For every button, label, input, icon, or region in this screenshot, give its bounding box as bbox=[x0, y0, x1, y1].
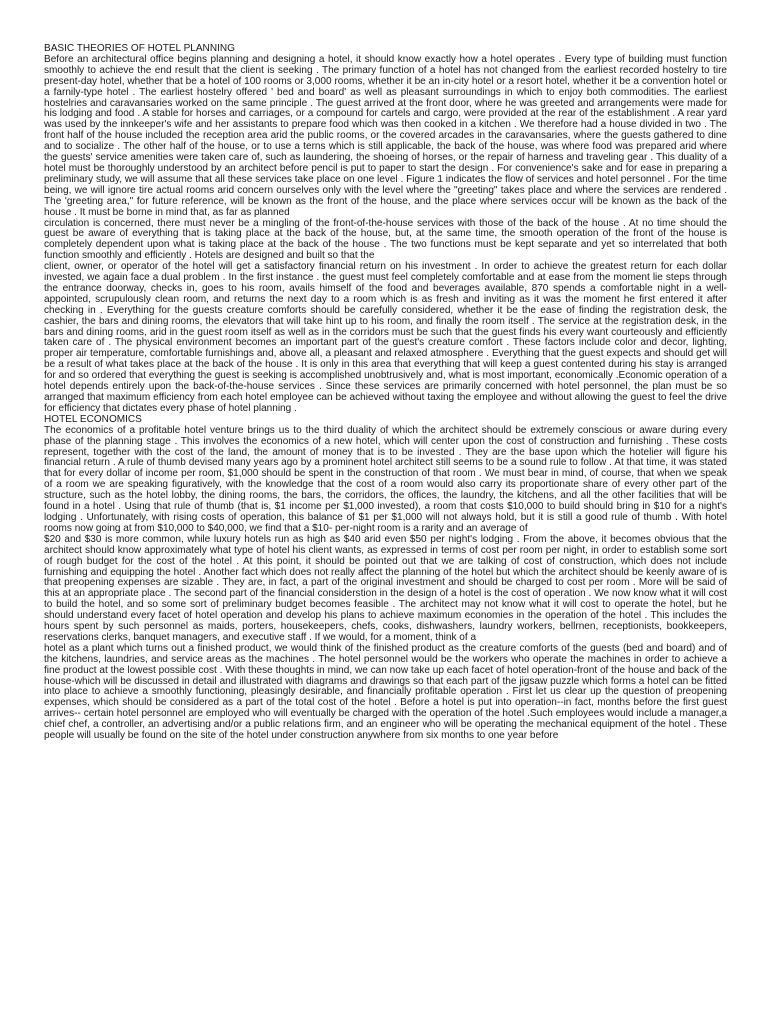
section-heading-basic-theories: BASIC THEORIES OF HOTEL PLANNING bbox=[44, 43, 235, 54]
document-body bbox=[44, 44, 727, 742]
paragraph: circulation is concerned, there must never be a mingling of the front-of-the-house services with those of the back of the house . At no time should the guest be aware of everything that is taking place at the back of the house, but, at the same time, the smooth operation of the front of the house is completely dependent upon what is taking place at the back of the house . The two functions must be kept separate and yet so interrelated that both function smoothly and efficiently . Hotels are designed and built so that the bbox=[44, 217, 727, 262]
section-heading-hotel-economics: HOTEL ECONOMICS bbox=[44, 413, 142, 425]
paragraph: hotel as a plant which turns out a finished product, we would think of the finished product as the creature comforts of the guests (bed and board) and of the kitchens, laundries, and service areas as the machines . The hotel personnel would be the workers who operate the machines in order to achieve a fine product at the lowest possible cost . With these thoughts in mind, we can now take up each facet of hotel operation-front of the house and back of the house-which will be discussed in detail and illustrated with diagrams and drawings so that each part of the jigsaw puzzle which forms a hotel can be fitted into place to achieve a smoothly functioning, pleasingly desirable, and financially profitable operation . First let us clear up the question of preopening expenses, which should be considered as a part of the total cost of the hotel . Before a hotel is put into operation--in fact, months before the first guest arrives-- certain hotel personnel are employed who will eventually be charged with the operation of the hotel .Such employees would include a manager,a chief chef, a controller, an advertising and/or a public relations firm, and an engineer who will be operating the mechanical equipment of the hotel . These people will usually be found on the site of the hotel under construction anywhere from six months to one year before bbox=[44, 642, 727, 742]
paragraph: The economics of a profitable hotel venture brings us to the third duality of which the architect should be extremely conscious or aware during every phase of the planning stage . This involves the economics of a new hotel, which will center upon the cost of construction and furnishing . These costs represent, together with the cost of the land, the amount of money that is to be invested . They are the base upon which the hotelier will figure his financial return . A rule of thumb devised many years ago by a prominent hotel architect still seems to be a sound rule to follow . At that time, it was stated that for every dollar of income per room, $1,000 should be spent in the construction of that room . We must bear in mind, of course, that when we speak of a room we are speaking figuratively, with the knowledge that the cost of a room would also carry its proportionate share of every other part of the structure, such as the hotel lobby, the dining rooms, the bars, the corridors, the offices, the laundry, the kitchens, and all the other facilities that will be found in a hotel . Using that rule of thumb (that is, $1 income per $1,000 invested), a room that costs $10,000 to build should bring in $10 for a night's lodging . Unfortunately, with rising costs of operation, this balance of $1 per $1,000 will not always hold, but it is still a good rule of thumb . With hotel rooms now going at from $10,000 to $40,000, we find that a $10- per-night room is a rarity and an average of bbox=[44, 424, 727, 534]
paragraph: Before an architectural office begins planning and designing a hotel, it should know exactly how a hotel operates . Every type of building must function smoothly to achieve the end result that the client is seeking . The primary function of a hotel has not changed from the earliest recorded hostelry to tire present-day hotel, whether that be a hotel of 100 rooms or 3,000 rooms, whether it be an in-city hotel or a resort hotel, whether it be a convention hotel or a farnily-type hotel . The earliest hostelry offered ' bed and board' as well as pleasant surroundings in which to enjoy both commodities. The earliest hostelries and caravansaries worked on the same principle . The guest arrived at the front door, where he was greeted and arrangements were made for his lodging and food . A stable for horses and carriages, or a compound for cartels and cargo, were provided at the rear of the establishment . A rear yard was used by the innkeeper's wife and her assistants to prepare food which was then cooked in a kitchen . We therefore had a house divided in two . The front half of the house included the reception area arid the public rooms, or the covered arcades in the caravansaries, where the guests gathered to dine and to socialize . The other half of the house, or to use a terns which is still applicable, the back of the house, was where food was prepared arid where the guests' service amenities were taken care of, such as laundering, the shoeing of horses, or the repair of harness and traveling gear . This duality of a hotel must be thoroughly understood by an architect before pencil is put to paper to start the design . For convenience's sake and for ease in preparing a preliminary study, we will assume that all these services take place on one level . Figure 1 indicates the flow of services and hotel personnel . For the time being, we will ignore tire actual rooms arid concern ourselves only with the level where the "greeting" takes place and where the services are rendered . The 'greeting area," for future reference, will be known as the front of the house, and the place where services occur will be known as the back of the house . It must be borne in mind that, as far as planned bbox=[44, 53, 727, 218]
paragraph: client, owner, or operator of the hotel will get a satisfactory financial return on his investment . In order to achieve the greatest return for each dollar invested, we again face a dual problem . In the first instance . the guest must feel completely comfortable and at ease from the moment lie steps through the entrance doorway, checks in, goes to his room, avails himself of the food and beverages available, 870 spends a comfortable night in a well-appointed, scrupulously clean room, and returns the next day to a room which is as fresh and inviting as it was the moment he first entered it after checking in . Everything for the guests creature comforts should be carefully considered, whether it be the ease of finding the registration desk, the cashier, the bars and dining rooms, the elevators that will take hint up to his room, and finally the room itself . The service at the registration desk, in the bars and dining rooms, arid in the guest room itself as well as in the corridors must be such that the guest finds his every want courteously and efficiently taken care of . The physical environment becomes an important part of the guest's creature comfort . These factors include color and decor, lighting, proper air temperature, comfortable furnishings and, above all, a pleasant and relaxed atmosphere . Everything that the guest expects and should get will be a result of what takes place at the back of the house . It is only in this area that everything that will keep a guest contented during his stay is arranged for and so ordered that everything the guest is seeking is accomplished unobtrusively and, what is most important, economically .Economic operation of a hotel depends entirely upon the back-of-the-house services . Since these services are primarily concerned with hotel personnel, the plan must be so arranged that maximum efficiency from each hotel employee can be achieved without taxing the employee and without allowing the guest to feel the drive for efficiency that dictates every phase of hotel planning . bbox=[44, 261, 727, 414]
paragraph: $20 and $30 is more common, while luxury hotels run as high as $40 arid even $50 per night's lodging . From the above, it becomes obvious that the architect should know approximately what type of hotel his client wants, as expressed in terms of cost per room per night, in order to establish some sort of rough budget for the cost of the hotel . At this point, it should be pointed out that we are talking of cost of construction, which does not include furnishing and equipping the hotel . Another fact which does not really affect the planning of the hotel but which the architect should be keenly aware of is that preopening expenses are sizable . They are, in fact, a part of the original investment and should be charged to cost per room . More will be said of this at an appropriate place . The second part of the financial considerstion in the design of a hotel is the cost of operation . We now know what it will cost to build the hotel, and so some sort of preliminary budget becomes feasible . The architect may not know what it will cost to operate the hotel, but he should understand every facet of hotel operation and develop his plans to achieve maximum economies in the operation of the hotel . This includes the hours spent by such personnel as maids, porters, housekeepers, chefs, cooks, dishwashers, laundry workers, bellrnen, receptionists, bookkeepers, reservations clerks, banquet managers, and executive staff . If we would, for a moment, think of a bbox=[44, 533, 727, 643]
